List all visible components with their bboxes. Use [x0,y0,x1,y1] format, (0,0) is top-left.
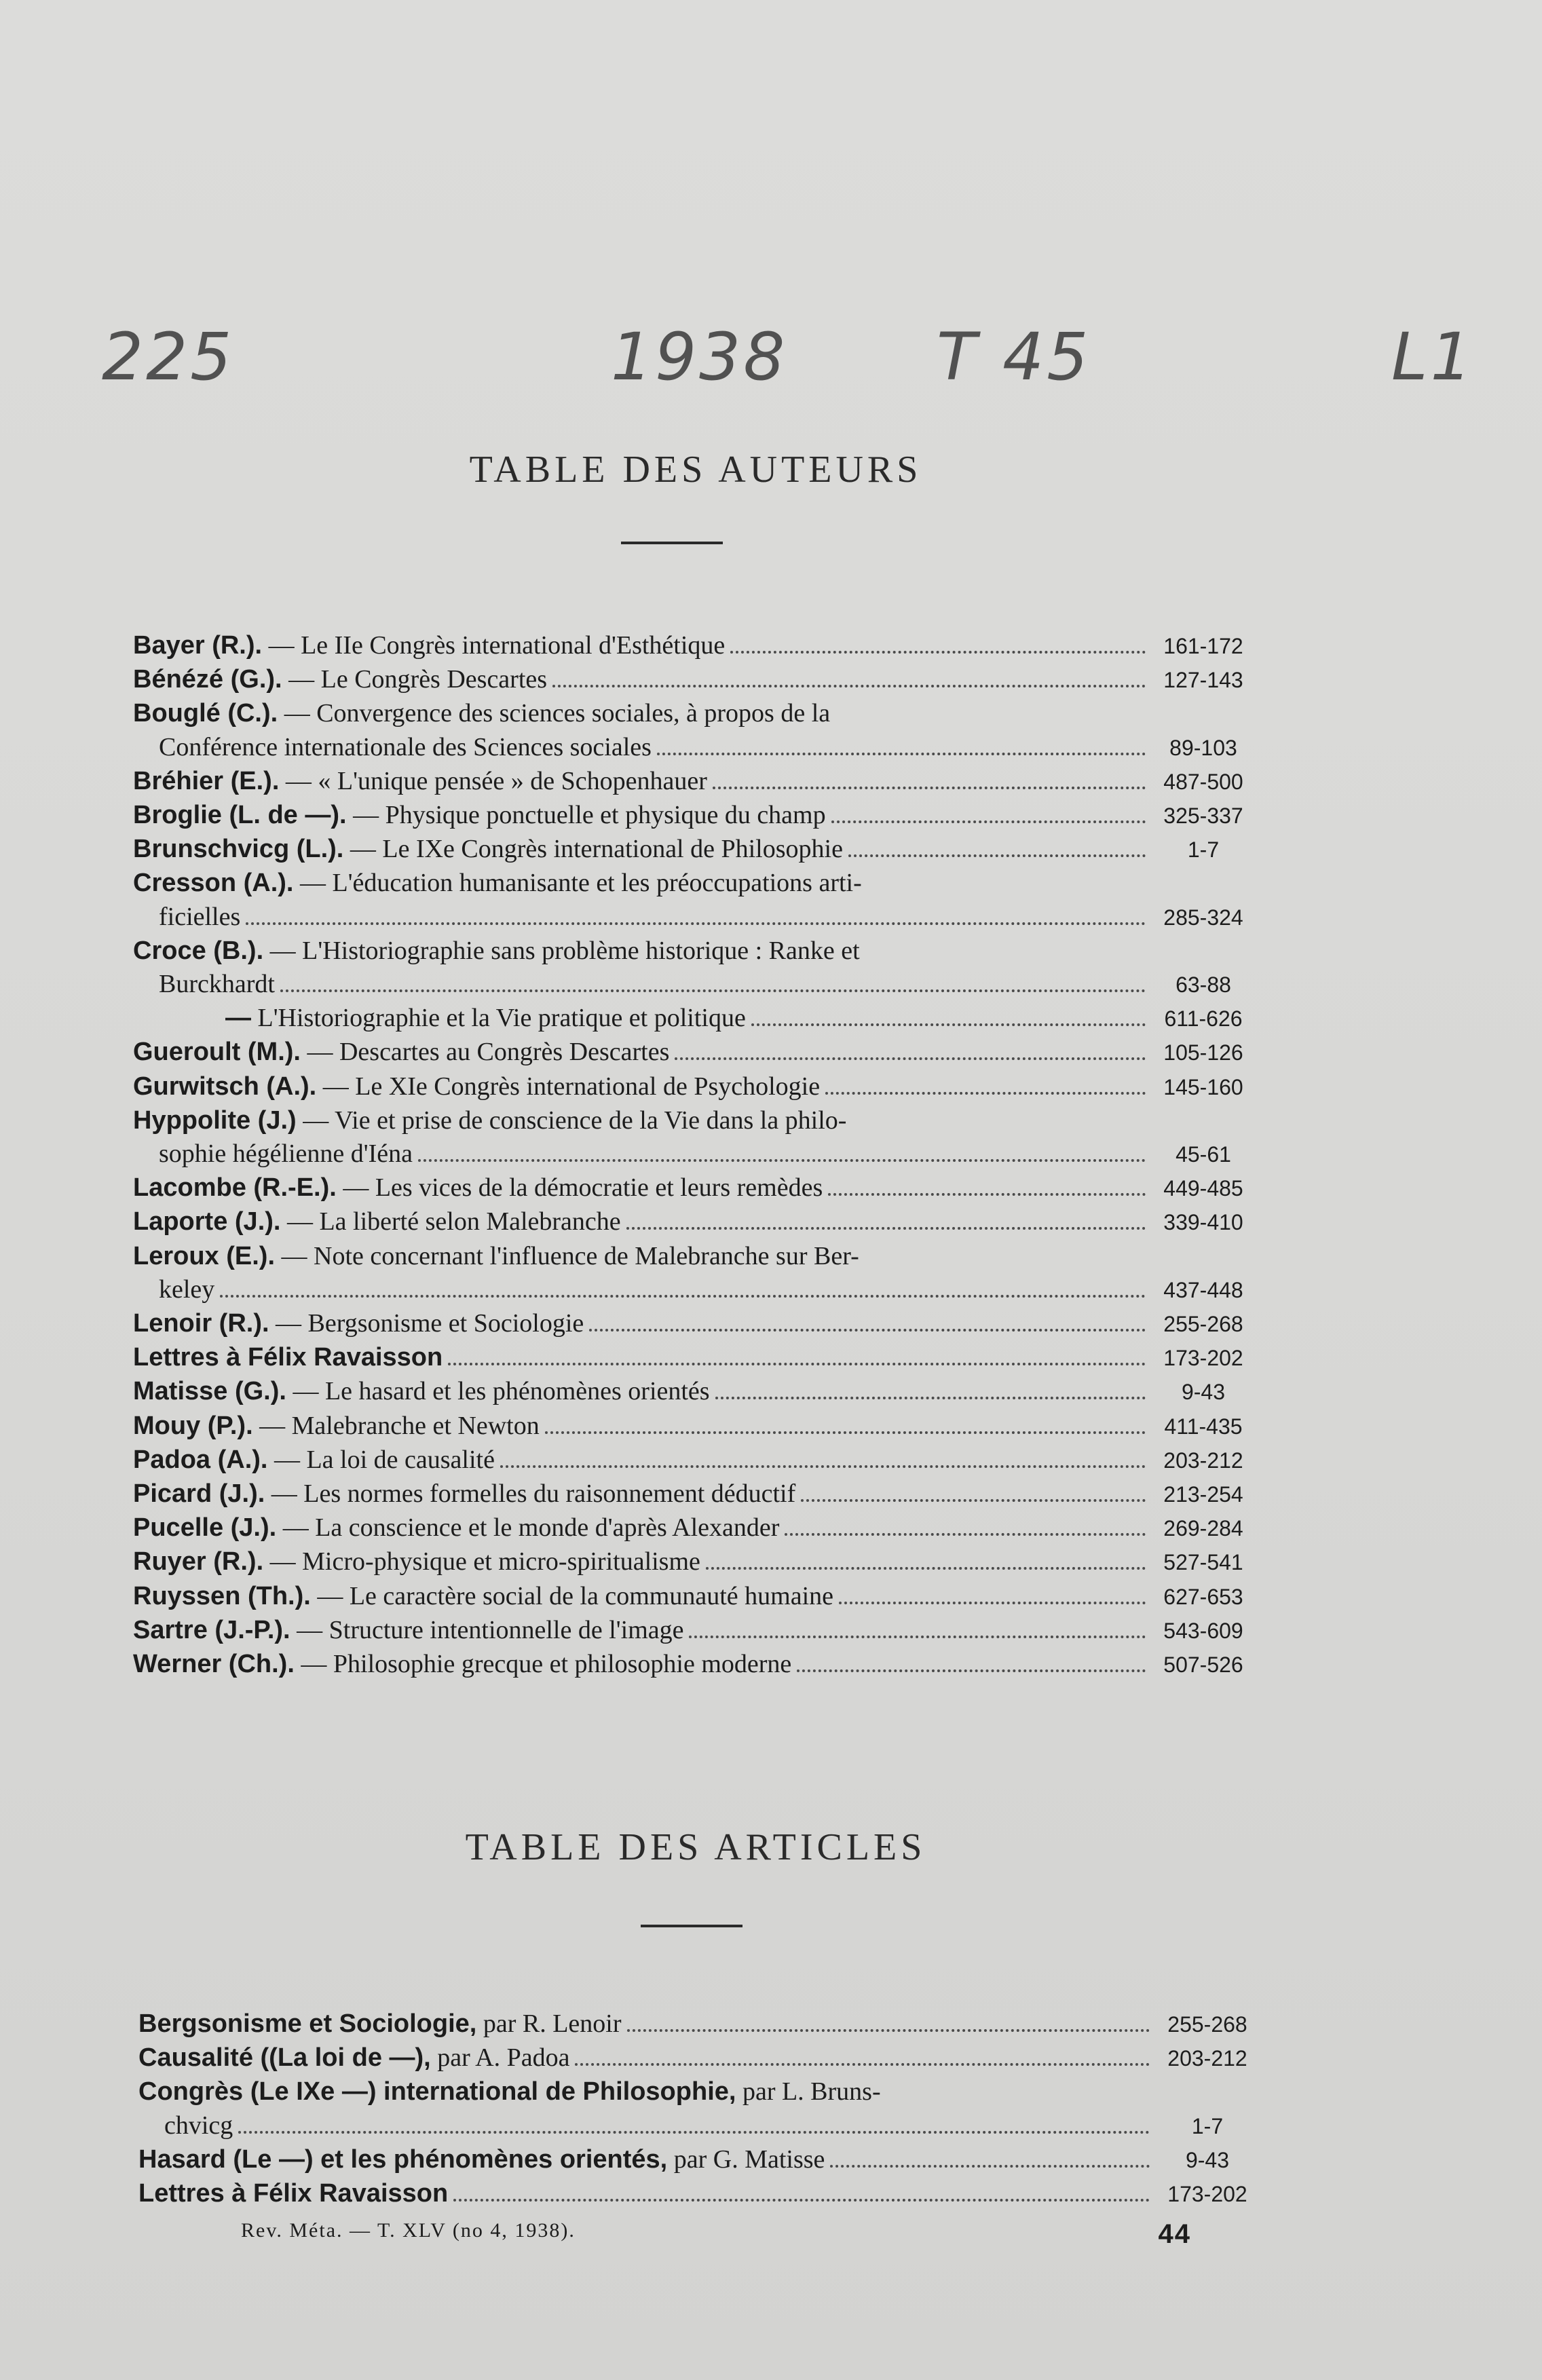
dot-leader [552,685,1146,687]
table-des-auteurs-heading: TABLE DES AUTEURS [469,449,922,491]
entry-name: Bergsonisme et Sociologie, [138,2009,477,2038]
dot-leader [715,1397,1146,1399]
page-range: 105-126 [1163,1040,1243,1065]
entry-text: — Le caractère social de la communauté humaine [317,1581,833,1610]
page-range: 145-160 [1163,1074,1243,1099]
entry-name: Bréhier (E.). [133,766,280,795]
entry-text: — Le Congrès Descartes [288,665,548,694]
index-entry [133,1375,1254,1409]
entry-name: Sartre (J.-P.). [133,1615,290,1644]
index-entry [133,1002,1254,1036]
entry-name: Causalité ((La loi de —), [138,2043,431,2073]
entry-name: Ruyssen (Th.). [133,1581,311,1610]
index-entry [133,1240,1254,1307]
entry-text: — Micro-physique et micro-spiritualisme [269,1547,700,1576]
index-entry [138,2007,1258,2041]
page-range: 507-526 [1163,1652,1243,1678]
index-entry [133,934,1254,1002]
index-entry [133,1443,1254,1477]
dot-leader [730,651,1146,654]
entry-line [133,765,1254,799]
dot-leader [830,2165,1150,2168]
entry-text: — Les vices de la démocratie et leurs remèdes [343,1173,823,1203]
entry-name: Matisse (G.). [133,1377,286,1406]
page-range: 9-43 [1181,1380,1226,1405]
page-range: 325-337 [1163,804,1243,829]
index-entry [133,1511,1254,1545]
entry-text: Burckhardt [159,970,275,999]
index-entry [133,1171,1254,1205]
index-entry [133,1614,1254,1648]
page-range: 611-626 [1164,1006,1243,1032]
dot-leader [825,1092,1146,1095]
page-range: 127-143 [1163,668,1243,693]
entry-text: par A. Padoa [437,2043,570,2073]
dot-leader [280,989,1146,992]
entry-line [133,1171,1254,1205]
entry-text: — La conscience et le monde d'après Alexander [282,1513,780,1543]
entry-line [133,1477,1254,1511]
entry-line [133,1341,1254,1375]
entry-line [133,1648,1254,1682]
page-range: 9-43 [1185,2147,1230,2172]
entry-text: — Malebranche et Newton [259,1411,540,1440]
dot-leader [785,1533,1146,1536]
index-entry [133,697,1254,764]
entry-name: Picard (J.). [133,1479,265,1509]
page-range: 255-268 [1167,2012,1247,2037]
handwritten-note-2: 1938 [611,319,788,395]
entry-line [133,1410,1254,1443]
page-range: 339-410 [1163,1210,1243,1235]
index-entry [138,2041,1258,2075]
index-entry [133,1205,1254,1239]
handwritten-note-3: T 45 [937,319,1091,395]
index-entry [133,1580,1254,1614]
table-des-articles-heading: TABLE DES ARTICLES [465,1826,926,1868]
entry-name: Laporte (J.). [133,1207,281,1236]
index-entry [133,765,1254,799]
index-entry [138,2177,1258,2211]
entry-line [133,1104,1254,1137]
page-range: 543-609 [1163,1618,1243,1643]
entry-line [133,799,1254,833]
dot-leader [751,1023,1146,1026]
entry-line [138,2007,1258,2041]
entry-name: Lacombe (R.-E.). [133,1173,337,1203]
entry-line [133,1205,1254,1239]
dot-leader [418,1159,1146,1162]
entry-name: Cresson (A.). [133,869,294,898]
page-range: 161-172 [1163,634,1243,658]
index-entry [133,1545,1254,1579]
entry-text: Conférence internationale des Sciences sociales [159,732,652,761]
entry-line [138,2143,1258,2177]
articles-list [138,2007,1258,2211]
entry-text: — Descartes au Congrès Descartes [307,1038,670,1067]
index-entry [133,1104,1254,1171]
page-range: 269-284 [1163,1516,1243,1541]
page-number: 44 [1158,2219,1191,2249]
entry-name: Bayer (R.). [133,631,263,660]
page-range: 1-7 [1187,837,1220,863]
entry-name: Gurwitsch (A.). [133,1072,317,1101]
entry-line [133,968,1254,1002]
entry-name: Gueroult (M.). [133,1038,301,1067]
entry-text: — Le IIe Congrès international d'Esthétique [268,631,726,660]
entry-text: sophie hégélienne d'Iéna [159,1139,413,1169]
entry-text: — Bergsonisme et Sociologie [276,1309,584,1338]
dot-leader [706,1567,1146,1570]
entry-text: — Vie et prise de conscience de la Vie dans la philo- [303,1106,847,1135]
entry-name: Werner (Ch.). [133,1650,295,1679]
entry-text: — L'éducation humanisante et les préoccupations arti- [299,869,862,898]
entry-text: — L'Historiographie sans problème historique : Ranke et [269,936,860,965]
entry-text: — « L'unique pensée » de Schopenhauer [285,766,707,795]
entry-text: — Le IXe Congrès international de Philosophie [350,835,843,864]
page-range: 285-324 [1163,905,1243,930]
page-range: 203-212 [1167,2046,1247,2071]
page-range: 437-448 [1163,1277,1243,1302]
entry-name: Croce (B.). [133,936,264,965]
entry-name: Lettres à Félix Ravaisson [138,2179,449,2208]
entry-name: Lenoir (R.). [133,1309,269,1338]
entry-text: — Le XIe Congrès international de Psychologie [322,1072,821,1101]
entry-text: chvicg [164,2111,233,2140]
entry-name: Hasard (Le —) et les phénomènes orientés, [138,2145,668,2174]
index-entry [133,1070,1254,1104]
entry-name: Pucelle (J.). [133,1513,277,1543]
entry-line [133,663,1254,697]
entry-text: — Philosophie grecque et philosophie moderne [301,1650,792,1679]
entry-text: keley [159,1274,215,1304]
dot-leader [545,1431,1146,1434]
page-range: 213-254 [1163,1482,1243,1507]
dot-leader [589,1329,1146,1331]
entry-line [138,2041,1258,2075]
index-entry [133,799,1254,833]
entry-name: Ruyer (R.). [133,1547,264,1576]
entry-line [133,1580,1254,1614]
handwritten-note-4: L1 [1391,319,1475,395]
entry-line [133,1070,1254,1104]
entry-line [133,1511,1254,1545]
index-entry [133,1036,1254,1070]
dot-leader [220,1295,1146,1298]
entry-line [133,1273,1254,1307]
dot-leader [657,753,1146,755]
entry-name: Lettres à Félix Ravaisson [133,1343,443,1372]
page-range: 487-500 [1163,769,1243,794]
entry-name: Leroux (E.). [133,1241,276,1270]
page-range: 89-103 [1169,735,1237,760]
dot-leader [238,2131,1150,2134]
dot-leader [626,1227,1146,1230]
page-range: 63-88 [1176,972,1231,998]
entry-line [133,731,1254,765]
index-entry [138,2075,1258,2142]
entry-text: par L. Bruns- [742,2077,881,2107]
journal-reference: Rev. Méta. — T. XLV (no 4, 1938). [241,2219,576,2242]
index-entry [133,1307,1254,1341]
index-entry [133,1477,1254,1511]
page-range: 411-435 [1164,1414,1243,1439]
entry-line [133,1036,1254,1070]
dot-leader [713,787,1146,789]
entry-line [133,867,1254,900]
entry-line [133,1443,1254,1477]
entry-text: ficielles [159,902,241,931]
handwritten-note-1: 225 [102,319,235,395]
heading-rule [641,1925,742,1927]
page-range: 255-268 [1163,1312,1243,1337]
index-entry [133,1410,1254,1443]
entry-text: — Le hasard et les phénomènes orientés [293,1377,710,1406]
dot-leader [500,1465,1146,1468]
entry-line [133,1545,1254,1579]
entry-line [138,2109,1258,2143]
entry-line [133,1614,1254,1648]
dot-leader [797,1669,1146,1672]
index-entry [133,663,1254,697]
dot-leader [801,1499,1146,1502]
dot-leader [839,1602,1146,1604]
dot-leader [675,1057,1146,1060]
dot-leader [453,2199,1150,2202]
index-entry [133,833,1254,867]
entry-text: — Note concernant l'influence de Malebranche sur Ber- [281,1241,859,1270]
entry-name: Hyppolite (J.) [133,1106,297,1135]
dot-leader [828,1193,1146,1196]
auteurs-list [133,629,1254,1682]
page-range: 45-61 [1176,1142,1231,1167]
index-entry [138,2143,1258,2177]
index-entry [133,629,1254,663]
entry-name: Congrès (Le IXe —) international de Philosophie, [138,2077,736,2107]
entry-text: par R. Lenoir [483,2009,622,2038]
entry-text: — La loi de causalité [274,1445,495,1474]
entry-line [133,1307,1254,1341]
entry-line [133,1002,1254,1036]
entry-text: par G. Matisse [673,2145,825,2174]
entry-text: L'Historiographie et la Vie pratique et politique [257,1004,746,1033]
entry-line [133,901,1254,934]
entry-line [138,2177,1258,2211]
entry-text: — Convergence des sciences sociales, à propos de la [284,699,831,728]
entry-line [133,934,1254,968]
entry-text: — Structure intentionnelle de l'image [297,1615,684,1644]
entry-text: — La liberté selon Malebranche [286,1207,621,1236]
page-footer [241,2219,1191,2250]
dot-leader [627,2029,1150,2032]
page-range: 173-202 [1163,1346,1243,1371]
entry-name: Brunschvicg (L.). [133,835,344,864]
dot-leader [831,820,1146,823]
entry-name: Padoa (A.). [133,1445,268,1474]
entry-line [133,833,1254,867]
entry-text: — Physique ponctuelle et physique du champ [353,801,826,830]
dot-leader [575,2063,1150,2066]
entry-text: — Les normes formelles du raisonnement déductif [271,1479,796,1509]
dot-leader [246,922,1146,925]
dot-leader [848,854,1146,857]
page-range: 203-212 [1163,1448,1243,1473]
entry-line [133,697,1254,730]
entry-name: Bouglé (C.). [133,699,278,728]
page-range: 527-541 [1163,1550,1243,1575]
dot-leader [448,1363,1146,1365]
entry-name: Mouy (P.). [133,1411,253,1440]
entry-name: Broglie (L. de —). [133,801,347,830]
entry-line [133,629,1254,663]
page-range: 627-653 [1163,1584,1243,1609]
entry-line [133,1375,1254,1409]
page-range: 449-485 [1163,1176,1243,1201]
entry-line [138,2075,1258,2109]
heading-rule [621,542,723,544]
entry-line [133,1240,1254,1273]
entry-line [133,1137,1254,1171]
page-range: 1-7 [1191,2113,1224,2138]
dot-leader [689,1636,1146,1638]
index-entry [133,1341,1254,1375]
index-entry [133,1648,1254,1682]
page-range: 173-202 [1167,2182,1247,2207]
index-entry [133,867,1254,934]
entry-name: Bénézé (G.). [133,665,282,694]
entry-name: — [225,1004,251,1033]
